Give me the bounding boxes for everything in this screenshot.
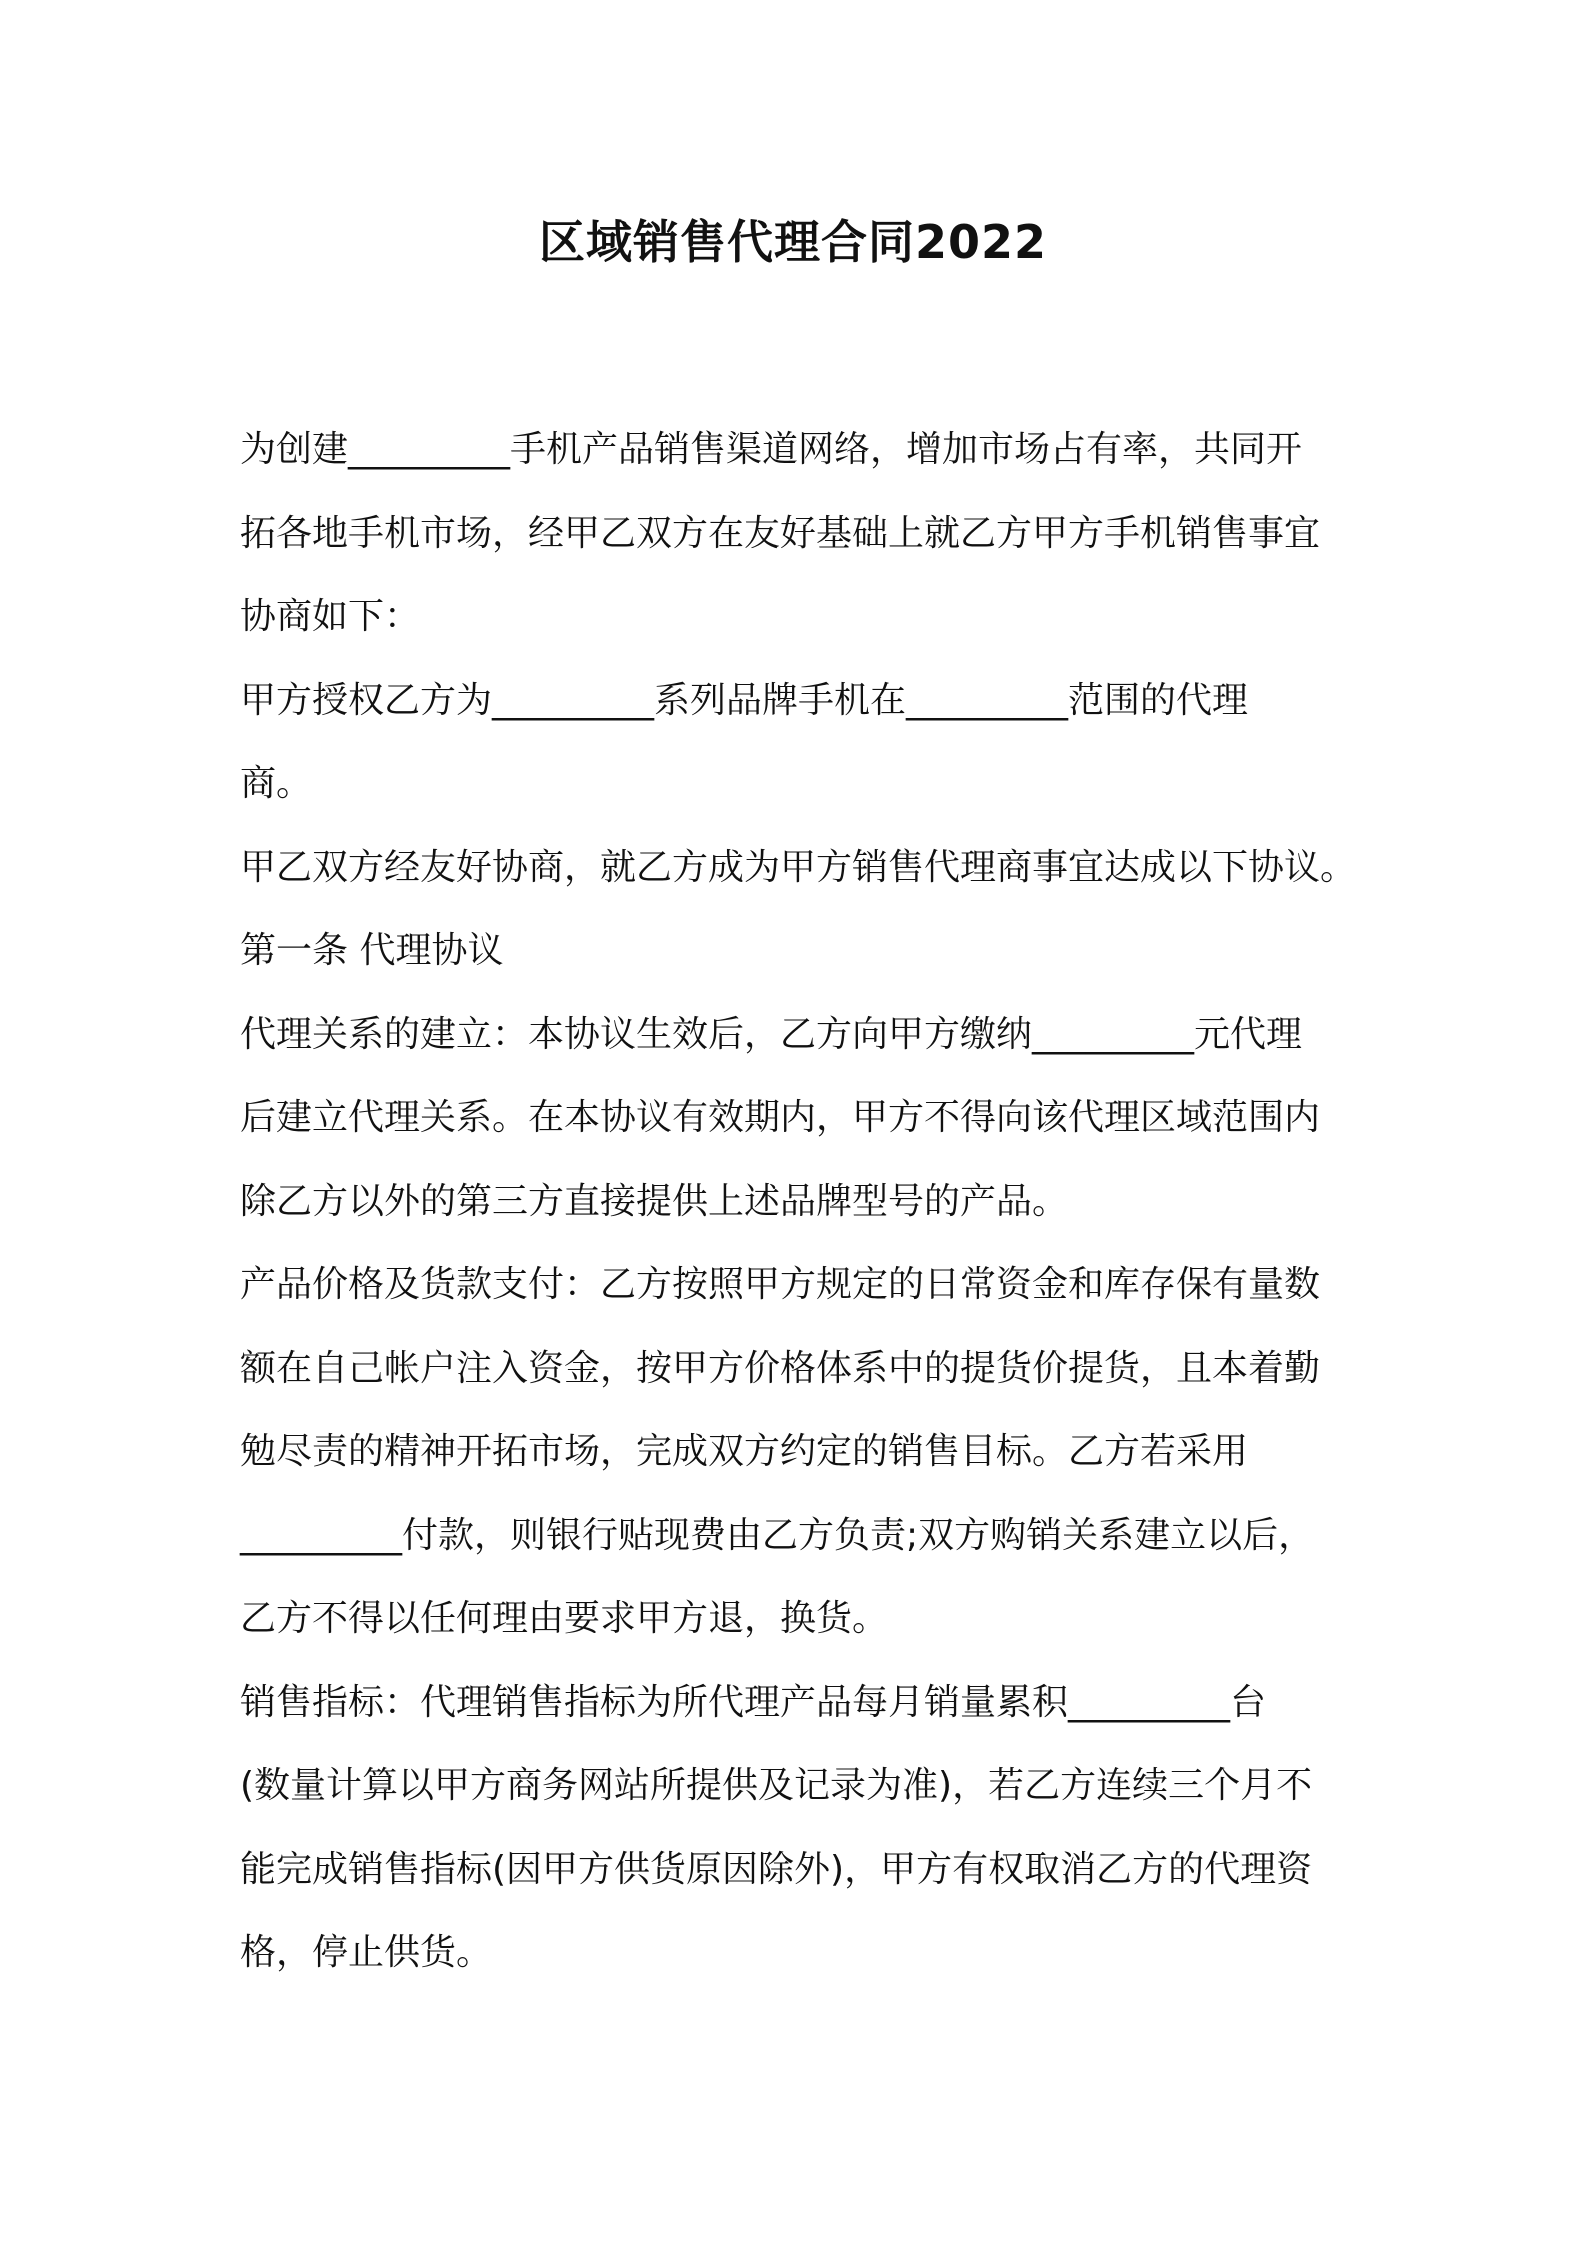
text-line: 乙方不得以任何理由要求甲方退，换货。 xyxy=(240,1598,889,1639)
text-line: 销售指标：代理销售指标为所代理产品每月销量累积_________台 xyxy=(240,1681,1267,1723)
text-line: 甲方授权乙方为_________系列品牌手机在_________范围的代理 xyxy=(240,679,1249,721)
text-line: 甲乙双方经友好协商，就乙方成为甲方销售代理商事宜达成以下协议。 xyxy=(240,846,1357,888)
text-line: 产品价格及货款支付：乙方按照甲方规定的日常资金和库存保有量数 xyxy=(240,1264,1321,1305)
text-line: 格，停止供货。 xyxy=(240,1932,493,1973)
text-line: 额在自己帐户注入资金，按甲方价格体系中的提货价提货，且本着勤 xyxy=(240,1347,1321,1389)
document-body xyxy=(240,408,1360,1995)
text-line: 后建立代理关系。在本协议有效期内，甲方不得向该代理区域范围内 xyxy=(240,1097,1321,1138)
text-line: (数量计算以甲方商务网站所提供及记录为准)，若乙方连续三个月不 xyxy=(240,1765,1313,1806)
section-heading: 第一条 代理协议 xyxy=(240,930,504,971)
text-line: 代理关系的建立：本协议生效后，乙方向甲方缴纳_________元代理 xyxy=(240,1013,1303,1055)
text-line: 协商如下： xyxy=(240,596,421,637)
text-line: 除乙方以外的第三方直接提供上述品牌型号的产品。 xyxy=(240,1180,1069,1222)
text-line: 拓各地手机市场，经甲乙双方在友好基础上就乙方甲方手机销售事宜 xyxy=(240,512,1321,554)
text-line: 能完成销售指标(因甲方供货原因除外)，甲方有权取消乙方的代理资 xyxy=(240,1848,1313,1890)
document-title: 区域销售代理合同2022 xyxy=(538,215,1048,269)
text-line: 商。 xyxy=(240,763,313,804)
text-line: _________付款，则银行贴现费由乙方负责;双方购销关系建立以后， xyxy=(240,1514,1315,1556)
text-line: 为创建_________手机产品销售渠道网络，增加市场占有率，共同开 xyxy=(240,429,1303,470)
text-line: 勉尽责的精神开拓市场，完成双方约定的销售目标。乙方若采用 xyxy=(240,1431,1249,1472)
